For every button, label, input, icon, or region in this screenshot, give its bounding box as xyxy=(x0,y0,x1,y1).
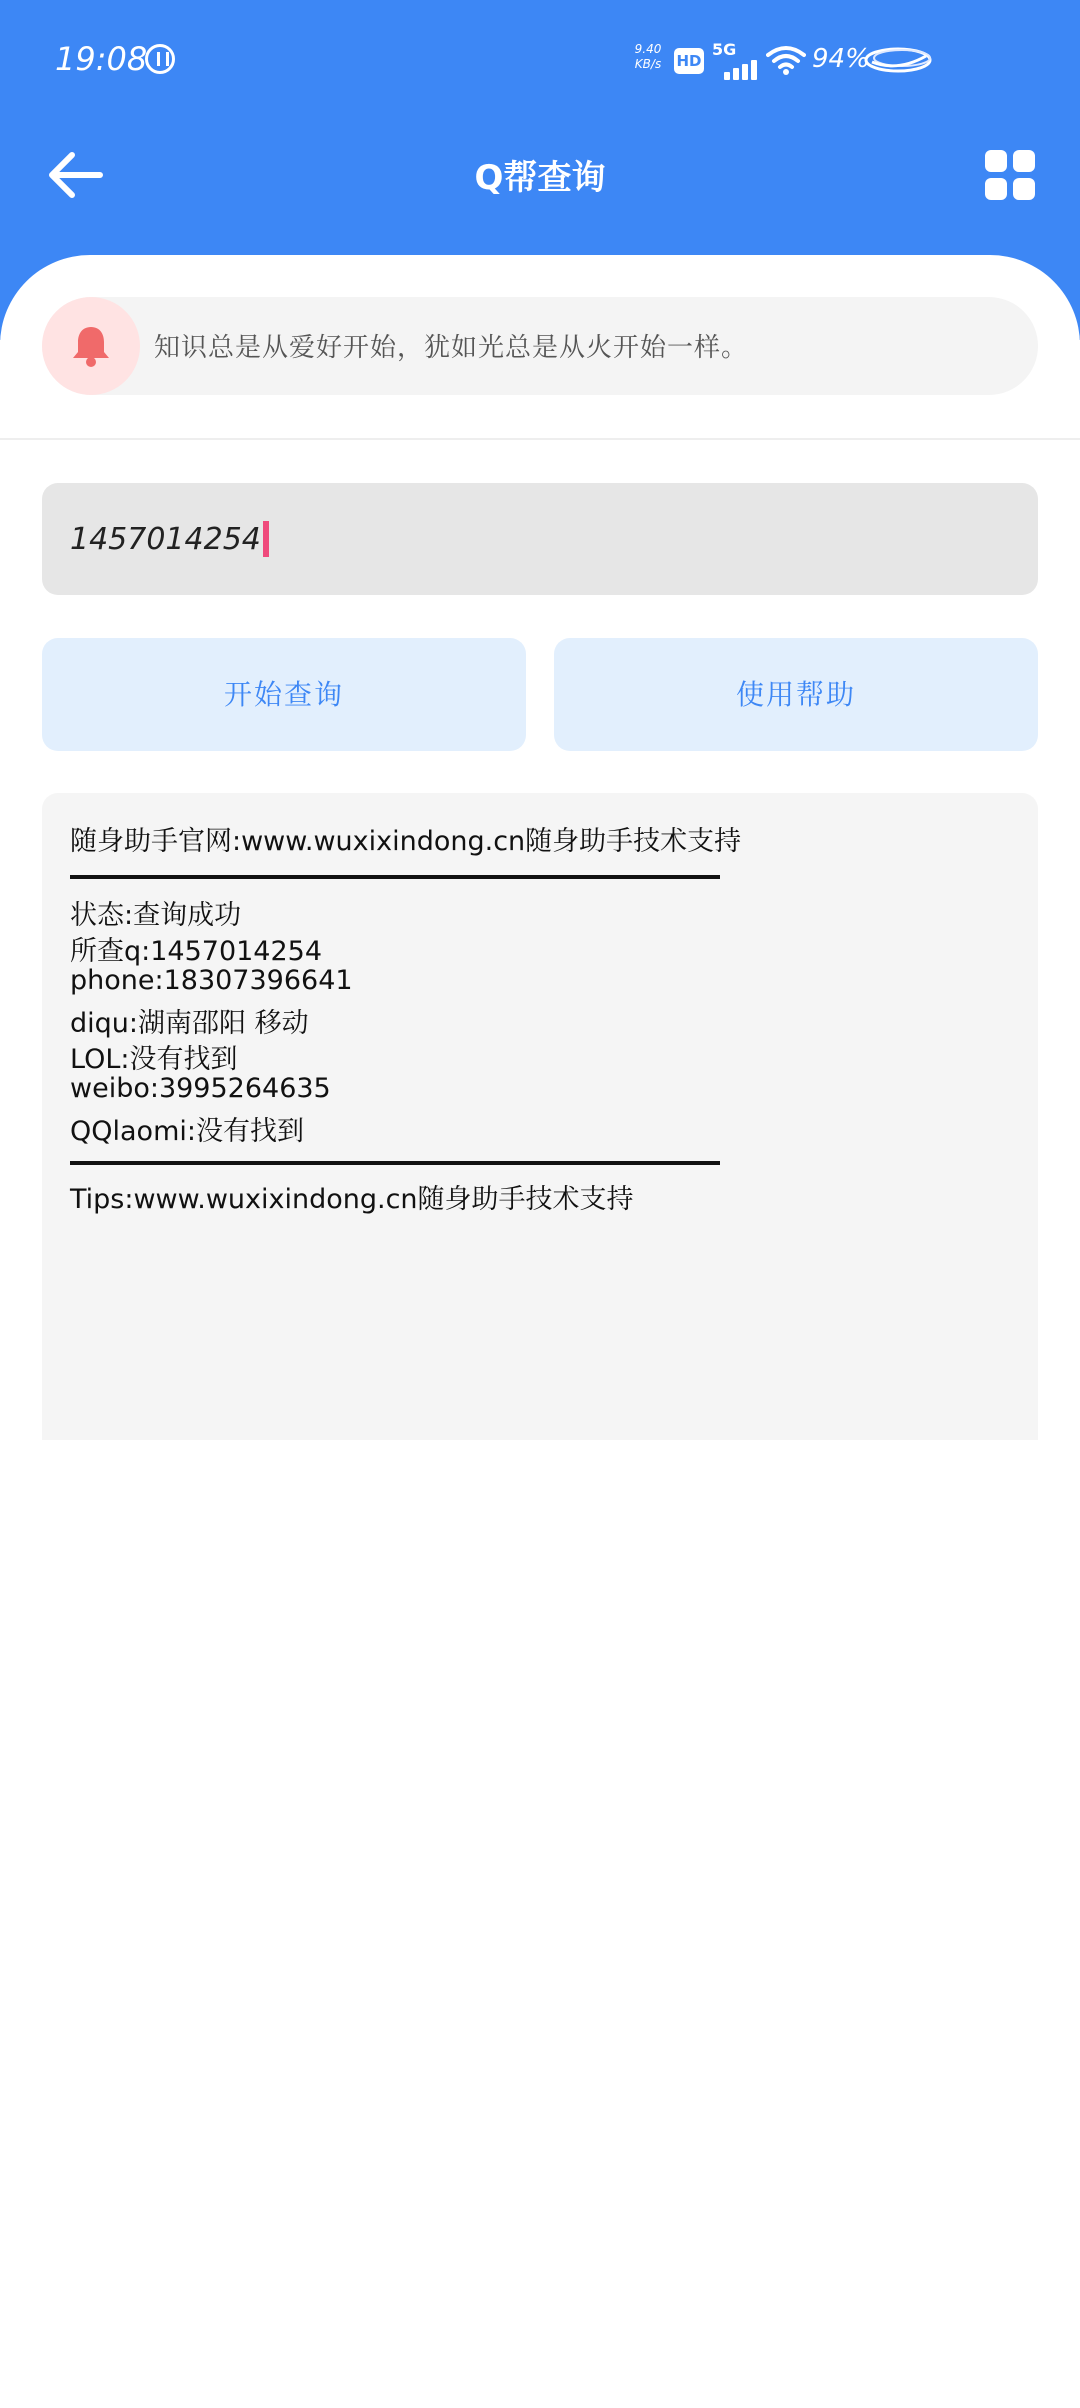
result-panel xyxy=(42,793,1038,1440)
network-speed-unit: KB/s xyxy=(634,57,662,71)
result-line-qqlaomi: QQlaomi:没有找到 xyxy=(70,1116,304,1147)
help-button[interactable]: 使用帮助 xyxy=(554,638,1038,751)
result-line-region: diqu:湖南邵阳 移动 xyxy=(70,1008,309,1039)
cellular-signal-icon xyxy=(712,40,758,80)
status-time: 19:08 xyxy=(55,40,148,78)
network-speed-value: 9.40 xyxy=(634,42,662,56)
network-speed xyxy=(628,42,668,72)
sync-icon xyxy=(145,44,175,74)
battery-percent: 94% xyxy=(812,44,870,74)
content-card xyxy=(0,255,1080,1440)
page-title: Q帮查询 xyxy=(474,158,606,198)
result-footer: Tips:www.wuxixindong.cn随身助手技术支持 xyxy=(70,1184,634,1215)
status-bar xyxy=(0,28,1080,98)
result-line-status: 状态:查询成功 xyxy=(70,900,242,931)
result-line-weibo: weibo:3995264635 xyxy=(70,1073,331,1104)
result-line-phone: phone:18307396641 xyxy=(70,965,353,996)
section-divider xyxy=(0,438,1080,440)
result-header: 随身助手官网:www.wuxixindong.cn随身助手技术支持 xyxy=(70,826,742,857)
grid-menu-icon[interactable] xyxy=(985,150,1035,200)
text-cursor xyxy=(263,521,269,557)
result-line-qq: 所查q:1457014254 xyxy=(70,936,323,967)
result-line-lol: LOL:没有找到 xyxy=(70,1044,238,1075)
hd-icon: HD xyxy=(674,48,704,74)
qq-number-input[interactable] xyxy=(42,483,1038,595)
qq-number-value: 1457014254 xyxy=(70,521,261,557)
bell-icon xyxy=(71,325,111,367)
start-query-button[interactable]: 开始查询 xyxy=(42,638,526,751)
result-bottom-rule xyxy=(70,1161,720,1165)
notice-text: 知识总是从爱好开始，犹如光总是从火开始一样。 xyxy=(154,333,749,363)
wifi-icon xyxy=(766,44,806,76)
notice-bell-badge xyxy=(42,297,140,395)
battery-icon xyxy=(864,42,936,76)
result-top-rule xyxy=(70,875,720,879)
notice-banner xyxy=(42,297,1038,395)
signal-label: 5G xyxy=(712,40,737,59)
